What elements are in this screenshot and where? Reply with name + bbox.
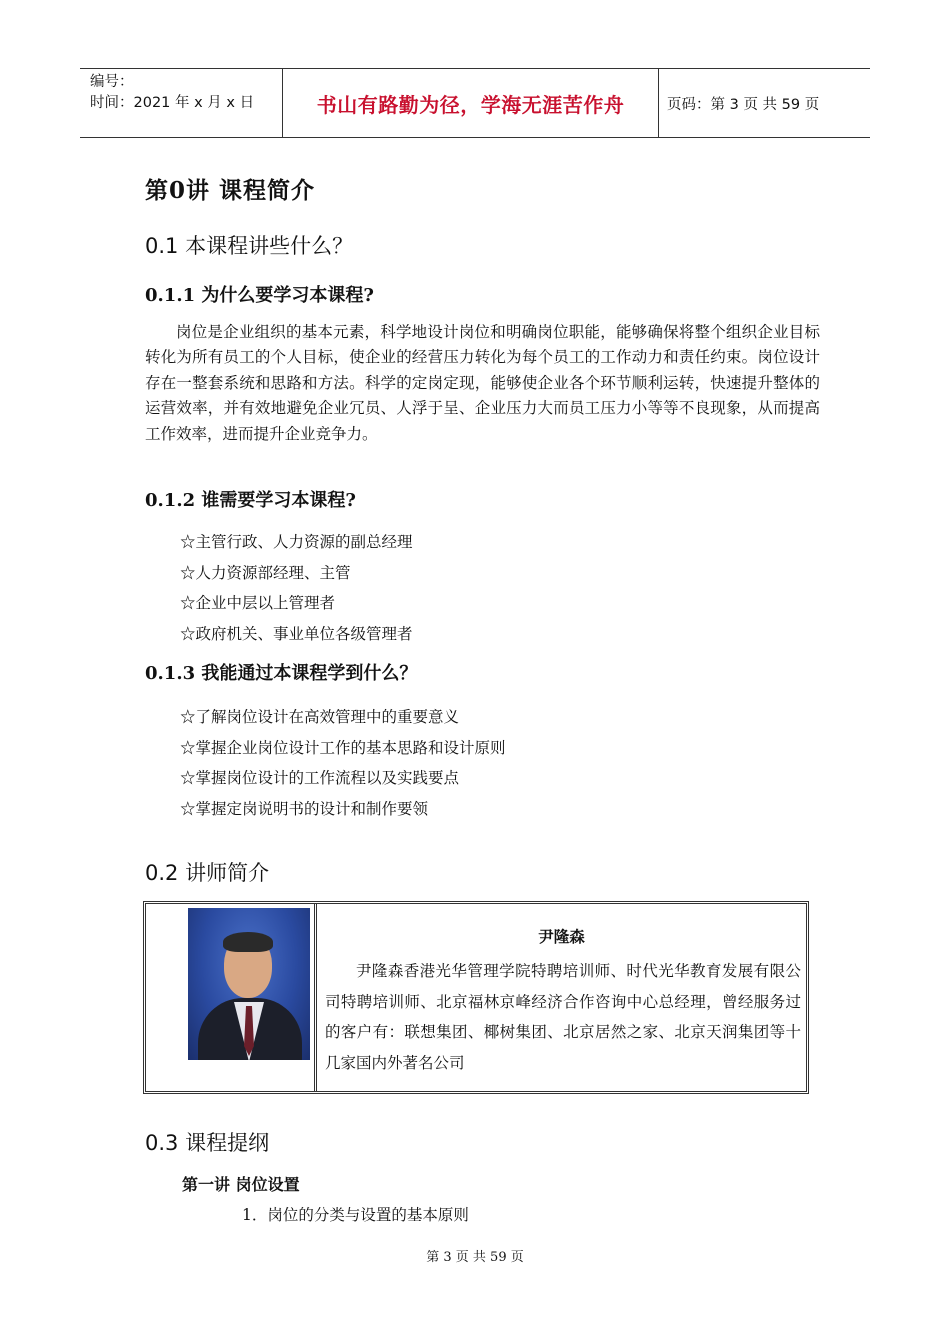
- audience-list: [180, 527, 413, 649]
- page-header: [80, 68, 870, 138]
- section-0-1-title: 0.1 本课程讲些什么？: [145, 234, 354, 258]
- paragraph-text: 岗位是企业组织的基本元素，科学地设计岗位和明确岗位职能，能够确保将整个组织企业目标转化为所有员工的个人目标，使企业的经营压力转化为每个员工的工作动力和责任约束。岗位设计存在一整套系统和思路和方法。科学的定岗定现，能够使企业各个环节顺利运转，快速提升整体的运营效率，并有效地避免企业冗员、人浮于呈、企业压力大而员工压力小等等不良现象，从而提高工作效率，进而提升企业竞争力。: [145, 323, 820, 443]
- list-item: ☆掌握企业岗位设计工作的基本思路和设计原则: [180, 738, 506, 757]
- list-item: ☆人力资源部经理、主管: [180, 563, 351, 582]
- instructor-name: 尹隆森: [538, 928, 585, 946]
- instructor-photo: [188, 908, 310, 1060]
- serial-label: 编号：: [90, 74, 134, 90]
- photo-hair: [223, 932, 273, 952]
- section-0-1-1-title: 0.1.1 为什么要学习本课程?: [145, 285, 374, 306]
- list-item: ☆企业中层以上管理者: [180, 594, 336, 613]
- lecture-title: 第0讲 课程简介: [145, 177, 316, 204]
- header-meta: [80, 69, 282, 137]
- outline-lecture-1: 第一讲 岗位设置: [182, 1175, 300, 1194]
- instructor-photo-cell: [146, 904, 317, 1091]
- list-item: ☆主管行政、人力资源的副总经理: [180, 533, 413, 551]
- list-item: ☆掌握岗位设计的工作流程以及实践要点: [180, 769, 460, 788]
- header-page-info: 页码：第 3 页 共 59 页: [667, 96, 820, 113]
- list-item: ☆掌握定岗说明书的设计和制作要领: [180, 799, 429, 818]
- instructor-info-cell: [317, 904, 806, 1091]
- header-motto: 书山有路勤为径，学海无涯苦作舟: [282, 69, 659, 137]
- section-0-3-title: 0.3 课程提纲: [145, 1131, 270, 1155]
- date-label: 时间：2021 年 x 月 x 日: [90, 95, 255, 111]
- section-0-2-title: 0.2 讲师简介: [145, 861, 270, 885]
- list-item: ☆了解岗位设计在高效管理中的重要意义: [180, 708, 460, 726]
- instructor-bio: 尹隆森香港光华管理学院特聘培训师、时代光华教育发展有限公司特聘培训师、北京福林京峰经济合作咨询中心总经理，曾经服务过的客户有：联想集团、椰树集团、北京居然之家、北京天润集团等十几家国内外著名公司: [325, 962, 801, 1072]
- outcomes-list: [180, 702, 506, 824]
- section-0-1-3-title: 0.1.3 我能通过本课程学到什么？: [145, 663, 418, 684]
- page-footer: 第 3 页 共 59 页: [426, 1250, 524, 1265]
- instructor-box: [143, 901, 809, 1094]
- section-0-1-1-paragraph: [145, 320, 820, 447]
- section-0-1-2-title: 0.1.2 谁需要学习本课程?: [145, 490, 356, 511]
- outline-item-1: 1．岗位的分类与设置的基本原则: [242, 1206, 469, 1224]
- list-item: ☆政府机关、事业单位各级管理者: [180, 624, 413, 643]
